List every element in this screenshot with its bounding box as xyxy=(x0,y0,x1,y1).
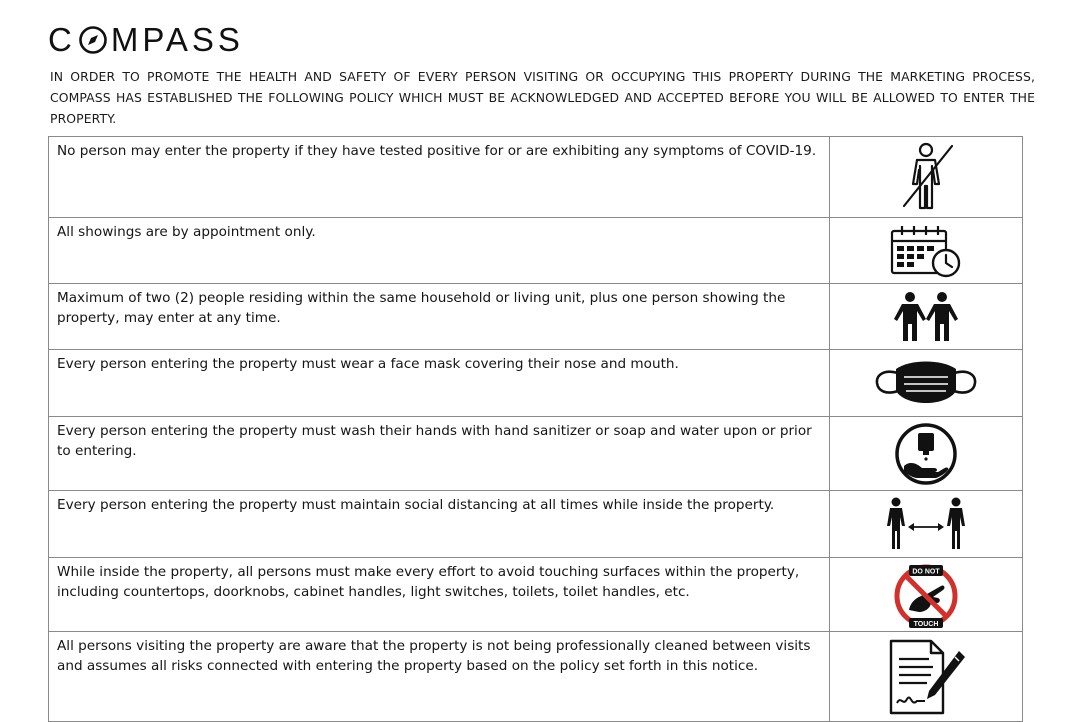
no-symptoms-person-icon xyxy=(894,140,958,214)
hand-sanitizer-icon xyxy=(894,422,958,486)
policy-text: All persons visiting the property are aware that the property is not being professionally cleaned between visits and assumes all risks connected with entering the property based on the policy set forth in this notice. xyxy=(49,632,830,722)
compass-logo xyxy=(48,22,244,58)
policy-text: No person may enter the property if they have tested positive for or are exhibiting any symptoms of COVID-19. xyxy=(49,137,830,218)
policy-row xyxy=(49,284,1023,350)
logo-letters-start: C xyxy=(48,21,76,58)
policy-row xyxy=(49,491,1023,558)
policy-row xyxy=(49,417,1023,491)
two-people-icon xyxy=(893,291,959,343)
policy-table xyxy=(48,136,1023,722)
policy-text: Every person entering the property must wash their hands with hand sanitizer or soap and water upon or prior to entering. xyxy=(49,417,830,491)
touch-label: TOUCH xyxy=(913,620,939,628)
policy-row xyxy=(49,350,1023,417)
policy-row xyxy=(49,632,1023,722)
compass-o-icon xyxy=(78,25,108,55)
signed-document-icon xyxy=(885,637,967,717)
policy-row xyxy=(49,137,1023,218)
do-not-touch-icon xyxy=(891,562,961,628)
face-mask-icon xyxy=(874,357,978,409)
social-distancing-icon xyxy=(886,497,966,551)
policy-row xyxy=(49,218,1023,284)
calendar-clock-icon xyxy=(888,223,964,279)
do-not-label: DO NOT xyxy=(912,568,940,575)
policy-text: Every person entering the property must wear a face mask covering their nose and mouth. xyxy=(49,350,830,417)
policy-text: Every person entering the property must maintain social distancing at all times while inside the property. xyxy=(49,491,830,558)
policy-row xyxy=(49,558,1023,632)
logo-letters-end: MPASS xyxy=(110,21,244,58)
policy-text: All showings are by appointment only. xyxy=(49,218,830,284)
intro-paragraph: IN ORDER TO PROMOTE THE HEALTH AND SAFETY OF EVERY PERSON VISITING OR OCCUPYING THIS PROPERTY DURING THE MARKETING PROCESS, COMPASS HAS ESTABLISHED THE FOLLOWING POLICY WHICH MUST BE ACKNOWLEDGED AND ACCEPTED BEFORE YOU WILL BE ALLOWED TO ENTER THE PROPERTY. xyxy=(50,69,1035,126)
policy-text: While inside the property, all persons must make every effort to avoid touching surfaces within the property, including countertops, doorknobs, cabinet handles, light switches, toilets, toilet handles, etc. xyxy=(49,558,830,632)
policy-text: Maximum of two (2) people residing within the same household or living unit, plus one person showing the property, may enter at any time. xyxy=(49,284,830,350)
